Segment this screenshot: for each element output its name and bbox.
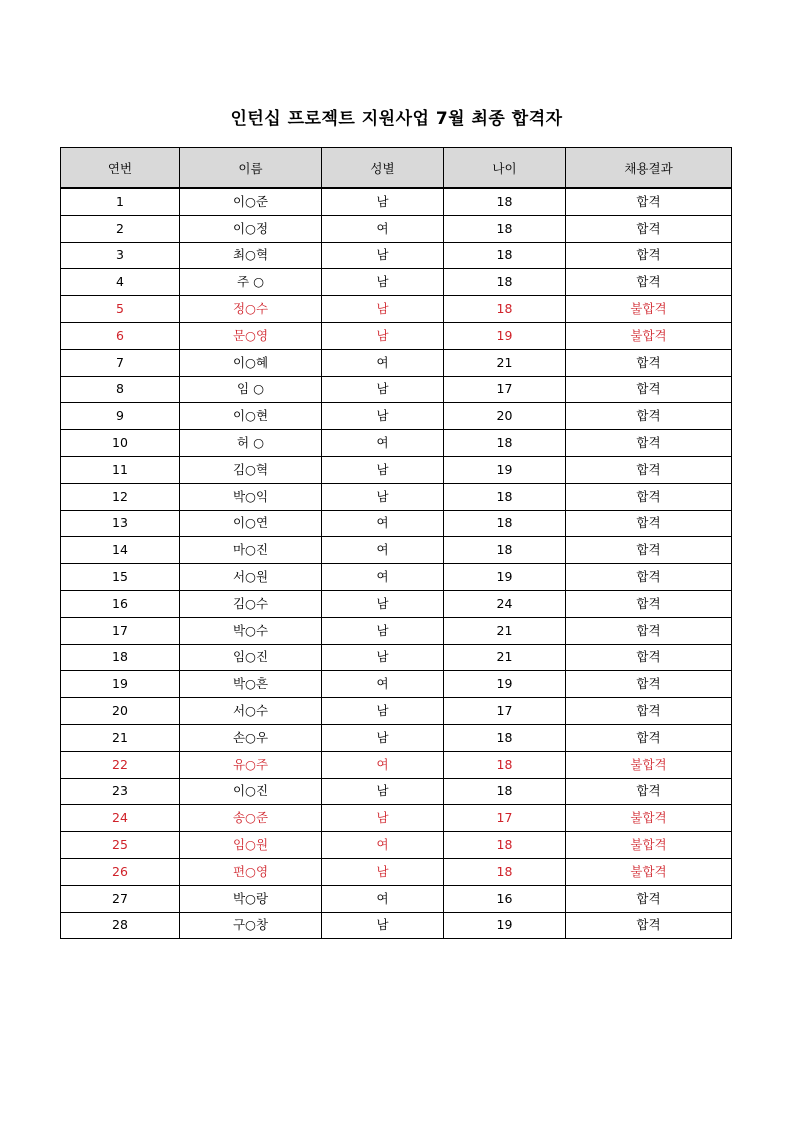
column-header-age: 나이 [444,148,566,189]
cell-name: 김○수 [180,590,322,617]
cell-age: 18 [444,724,566,751]
cell-gender: 여 [322,510,444,537]
cell-result: 합격 [566,885,732,912]
cell-name: 이○준 [180,188,322,215]
cell-number: 18 [61,644,180,671]
cell-number: 9 [61,403,180,430]
cell-gender: 남 [322,698,444,725]
table-row [61,483,732,510]
table-row [61,349,732,376]
cell-result: 합격 [566,188,732,215]
table-header [61,148,732,189]
cell-result: 불합격 [566,858,732,885]
cell-number: 14 [61,537,180,564]
cell-gender: 남 [322,724,444,751]
cell-name: 이○연 [180,510,322,537]
cell-name: 최○혁 [180,242,322,269]
cell-gender: 여 [322,430,444,457]
cell-number: 17 [61,617,180,644]
cell-age: 18 [444,483,566,510]
cell-gender: 남 [322,403,444,430]
cell-name: 주 ○ [180,269,322,296]
table-row [61,778,732,805]
table-row [61,510,732,537]
cell-age: 17 [444,805,566,832]
cell-gender: 남 [322,858,444,885]
cell-age: 19 [444,671,566,698]
cell-age: 21 [444,349,566,376]
cell-age: 19 [444,564,566,591]
cell-number: 20 [61,698,180,725]
cell-number: 11 [61,456,180,483]
cell-gender: 남 [322,617,444,644]
cell-result: 합격 [566,778,732,805]
cell-name: 손○우 [180,724,322,751]
table-row [61,671,732,698]
cell-age: 18 [444,832,566,859]
cell-number: 22 [61,751,180,778]
cell-result: 합격 [566,617,732,644]
cell-age: 19 [444,912,566,939]
table-row [61,590,732,617]
cell-name: 서○수 [180,698,322,725]
table-row [61,832,732,859]
cell-number: 7 [61,349,180,376]
cell-name: 유○주 [180,751,322,778]
cell-age: 18 [444,510,566,537]
table-row [61,242,732,269]
column-header-gender: 성별 [322,148,444,189]
cell-name: 임○원 [180,832,322,859]
cell-result: 합격 [566,403,732,430]
cell-result: 합격 [566,269,732,296]
cell-age: 19 [444,322,566,349]
cell-gender: 남 [322,805,444,832]
cell-result: 합격 [566,724,732,751]
cell-result: 불합격 [566,805,732,832]
cell-result: 합격 [566,456,732,483]
table-row [61,322,732,349]
cell-gender: 남 [322,456,444,483]
cell-age: 19 [444,456,566,483]
cell-age: 21 [444,617,566,644]
cell-number: 16 [61,590,180,617]
table-row [61,724,732,751]
cell-gender: 여 [322,537,444,564]
cell-result: 합격 [566,430,732,457]
cell-result: 합격 [566,671,732,698]
table-row [61,805,732,832]
cell-name: 이○현 [180,403,322,430]
table-row [61,269,732,296]
table-row [61,215,732,242]
cell-gender: 남 [322,644,444,671]
cell-age: 16 [444,885,566,912]
cell-number: 15 [61,564,180,591]
table-row [61,188,732,215]
cell-name: 박○익 [180,483,322,510]
cell-name: 마○진 [180,537,322,564]
table-row [61,912,732,939]
cell-name: 이○진 [180,778,322,805]
cell-name: 김○혁 [180,456,322,483]
cell-age: 18 [444,751,566,778]
cell-result: 불합격 [566,751,732,778]
cell-age: 18 [444,188,566,215]
cell-result: 합격 [566,912,732,939]
cell-number: 3 [61,242,180,269]
cell-age: 18 [444,858,566,885]
cell-name: 정○수 [180,296,322,323]
cell-gender: 여 [322,751,444,778]
results-table [60,147,732,939]
cell-number: 8 [61,376,180,403]
cell-gender: 여 [322,671,444,698]
table-row [61,644,732,671]
cell-result: 합격 [566,644,732,671]
cell-age: 18 [444,778,566,805]
cell-number: 23 [61,778,180,805]
cell-name: 이○정 [180,215,322,242]
table-body [61,188,732,939]
cell-gender: 남 [322,188,444,215]
cell-age: 17 [444,698,566,725]
table-row [61,885,732,912]
cell-number: 5 [61,296,180,323]
table-row [61,430,732,457]
cell-age: 18 [444,296,566,323]
cell-name: 구○창 [180,912,322,939]
cell-name: 이○혜 [180,349,322,376]
cell-name: 박○흔 [180,671,322,698]
cell-gender: 남 [322,912,444,939]
cell-result: 합격 [566,242,732,269]
cell-result: 합격 [566,215,732,242]
cell-age: 18 [444,269,566,296]
table-row [61,456,732,483]
cell-name: 서○원 [180,564,322,591]
cell-result: 합격 [566,376,732,403]
cell-name: 박○랑 [180,885,322,912]
cell-result: 불합격 [566,322,732,349]
cell-result: 불합격 [566,832,732,859]
cell-age: 18 [444,242,566,269]
cell-gender: 남 [322,483,444,510]
table-row [61,296,732,323]
cell-result: 합격 [566,349,732,376]
cell-gender: 남 [322,322,444,349]
cell-name: 허 ○ [180,430,322,457]
cell-gender: 여 [322,832,444,859]
cell-number: 1 [61,188,180,215]
cell-gender: 남 [322,376,444,403]
cell-gender: 여 [322,215,444,242]
cell-name: 송○준 [180,805,322,832]
cell-name: 임 ○ [180,376,322,403]
table-row [61,617,732,644]
table-row [61,564,732,591]
cell-name: 임○진 [180,644,322,671]
cell-number: 24 [61,805,180,832]
cell-result: 불합격 [566,296,732,323]
header-row [61,148,732,189]
cell-result: 합격 [566,564,732,591]
page-title: 인턴십 프로젝트 지원사업 7월 최종 합격자 [230,109,563,129]
cell-number: 25 [61,832,180,859]
column-header-result: 채용결과 [566,148,732,189]
column-header-number: 연번 [61,148,180,189]
cell-number: 21 [61,724,180,751]
cell-gender: 남 [322,269,444,296]
cell-age: 24 [444,590,566,617]
cell-name: 편○영 [180,858,322,885]
cell-number: 27 [61,885,180,912]
cell-gender: 남 [322,242,444,269]
table-row [61,698,732,725]
table-row [61,376,732,403]
cell-number: 13 [61,510,180,537]
cell-result: 합격 [566,698,732,725]
cell-number: 28 [61,912,180,939]
cell-number: 26 [61,858,180,885]
cell-name: 박○수 [180,617,322,644]
cell-age: 18 [444,537,566,564]
cell-number: 6 [61,322,180,349]
cell-gender: 여 [322,885,444,912]
cell-result: 합격 [566,590,732,617]
column-header-name: 이름 [180,148,322,189]
cell-gender: 남 [322,778,444,805]
cell-age: 17 [444,376,566,403]
cell-gender: 여 [322,564,444,591]
cell-number: 19 [61,671,180,698]
cell-number: 12 [61,483,180,510]
cell-result: 합격 [566,483,732,510]
cell-age: 21 [444,644,566,671]
table-row [61,858,732,885]
cell-gender: 여 [322,349,444,376]
cell-age: 18 [444,215,566,242]
table-row [61,537,732,564]
cell-result: 합격 [566,537,732,564]
cell-gender: 남 [322,296,444,323]
cell-number: 4 [61,269,180,296]
cell-age: 18 [444,430,566,457]
cell-age: 20 [444,403,566,430]
table-row [61,403,732,430]
cell-number: 2 [61,215,180,242]
cell-name: 문○영 [180,322,322,349]
cell-gender: 남 [322,590,444,617]
cell-result: 합격 [566,510,732,537]
table-row [61,751,732,778]
cell-number: 10 [61,430,180,457]
